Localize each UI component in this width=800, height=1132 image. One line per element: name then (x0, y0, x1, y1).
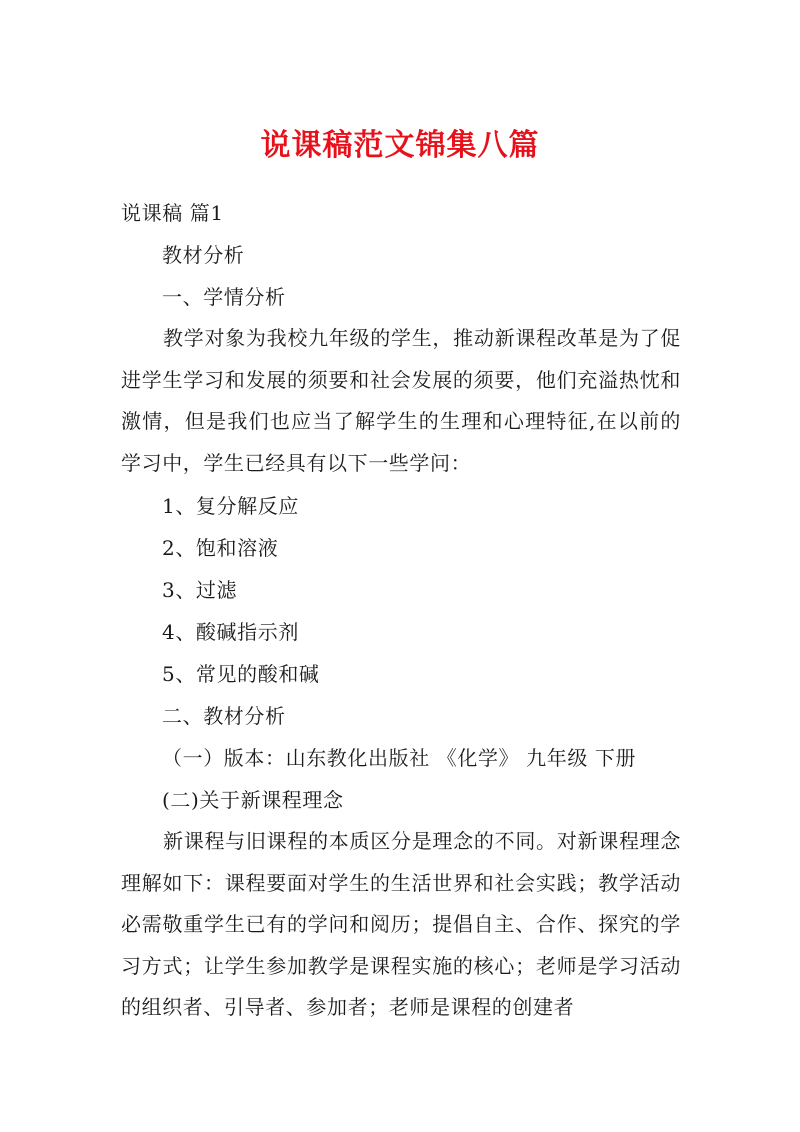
document-title: 说课稿范文锦集八篇 (260, 128, 540, 163)
list-item: 5、常见的酸和碱 (162, 662, 320, 686)
heading-material-analysis: 二、教材分析 (162, 704, 286, 728)
paragraph-curriculum-concept: 新课程与旧课程的本质区分是理念的不同。对新课程理念理解如下：课程要面对学生的生活世界和社会实践；教学活动必需敬重学生已有的学问和阅历；提倡自主、合作、探究的学习方式；让学生参加教学是课程实施的核心；老师是学习活动的组织者、引导者、参加者；老师是课程的创建者 (121, 829, 681, 1019)
list-item: 4、酸碱指示剂 (162, 620, 299, 644)
list-item: 1、复分解反应 (162, 494, 299, 518)
paragraph-student-background: 教学对象为我校九年级的学生，推动新课程改革是为了促进学生学习和发展的须要和社会发展的须要，他们充溢热忱和激情，但是我们也应当了解学生的生理和心理特征,在以前的学习中，学生已经具有以下一些学问： (121, 326, 681, 475)
heading-student-analysis: 一、学情分析 (162, 285, 286, 309)
list-item: 2、饱和溶液 (162, 536, 279, 560)
list-item: 3、过滤 (162, 578, 238, 602)
section-heading: 说课稿 篇1 (121, 201, 224, 225)
edition-line: （一）版本：山东教化出版社 《化学》 九年级 下册 (162, 746, 637, 770)
subheading-material-analysis: 教材分析 (162, 243, 245, 267)
heading-new-curriculum-concept: (二)关于新课程理念 (162, 788, 344, 812)
